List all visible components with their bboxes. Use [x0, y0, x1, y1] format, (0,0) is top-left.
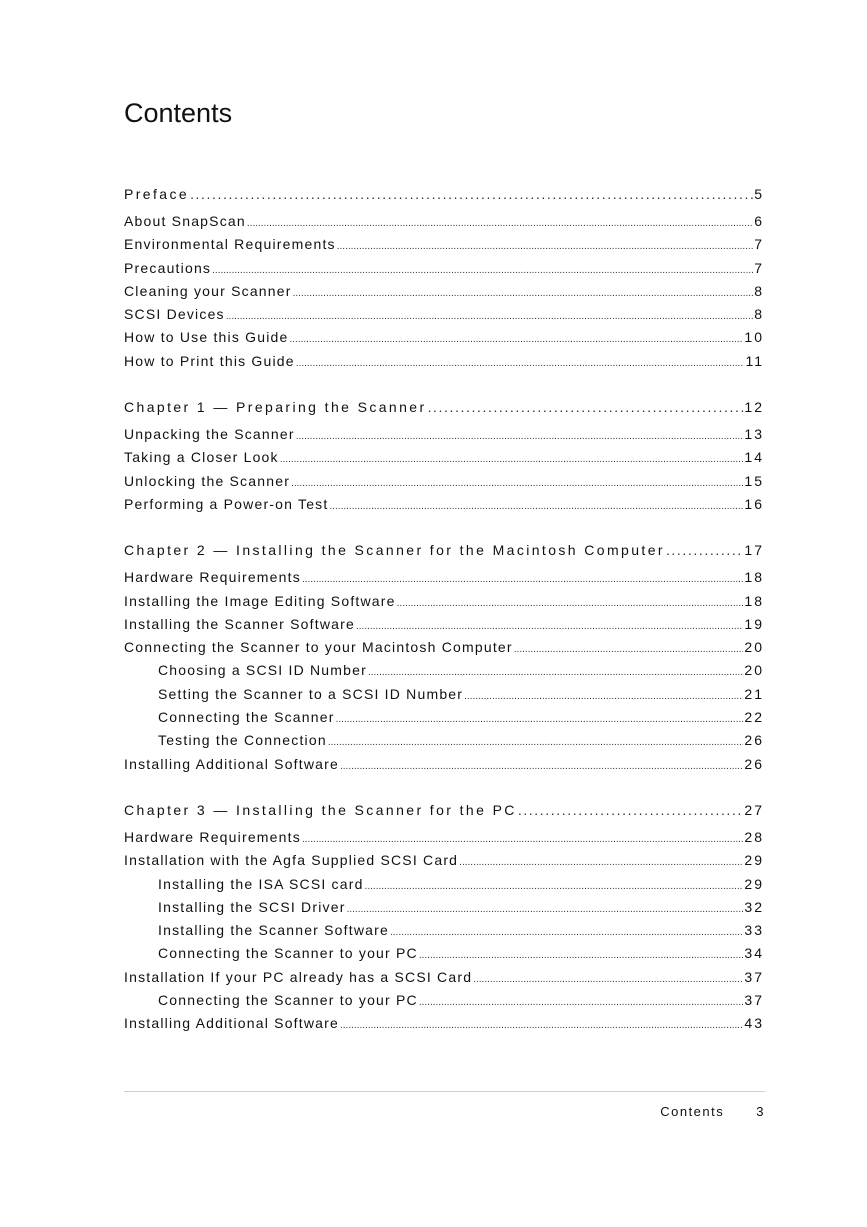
- toc-entry-label: Hardware Requirements: [124, 569, 301, 586]
- toc-entry-label: Unlocking the Scanner: [124, 472, 291, 489]
- toc-page-number: 14: [744, 449, 764, 466]
- toc-entry[interactable]: [124, 306, 764, 329]
- toc-section-chapter-3: [124, 802, 764, 1039]
- dot-leader: [289, 334, 743, 345]
- footer-section-label: Contents: [660, 1104, 725, 1119]
- toc-subentry[interactable]: [124, 899, 764, 922]
- toc-entry[interactable]: [124, 639, 764, 662]
- toc-entry-label: Installation If your PC already has a SCSI Card: [124, 968, 473, 985]
- toc-entry-label: Cleaning your Scanner: [124, 282, 292, 299]
- toc-page-number: 20: [744, 662, 764, 679]
- toc-entry-label: SCSI Devices: [124, 306, 225, 323]
- dot-leader: [336, 714, 744, 725]
- toc-page-number: 32: [744, 898, 764, 915]
- toc-entry-label: Connecting the Scanner to your Macintosh Computer: [124, 639, 513, 656]
- dot-leader: [296, 358, 745, 369]
- toc-page-number: 43: [744, 1015, 764, 1032]
- toc-subentry[interactable]: [124, 709, 764, 732]
- dot-leader: [347, 904, 744, 915]
- toc-page-number: 26: [744, 755, 764, 772]
- dot-leader: [428, 399, 744, 415]
- toc-entry-label: How to Print this Guide: [124, 352, 295, 369]
- toc-entry[interactable]: [124, 852, 764, 875]
- toc-entry[interactable]: [124, 213, 764, 236]
- toc-entry[interactable]: [124, 496, 764, 519]
- toc-page-number: 28: [744, 828, 764, 845]
- toc-subentry[interactable]: [124, 686, 764, 709]
- toc-page-number: 18: [744, 592, 764, 609]
- toc-entry-label: Installing the Image Editing Software: [124, 592, 396, 609]
- toc-entry-label: Installing Additional Software: [124, 1015, 339, 1032]
- toc-entry[interactable]: [124, 283, 764, 306]
- toc-heading-label: Chapter 1 — Preparing the Scanner: [124, 399, 427, 416]
- toc-heading-chapter-2[interactable]: [124, 542, 764, 566]
- dot-leader: [459, 857, 743, 868]
- toc-entry[interactable]: [124, 829, 764, 852]
- toc-entry-label: Taking a Closer Look: [124, 449, 279, 466]
- toc-subentry[interactable]: [124, 945, 764, 968]
- toc-entry-label: Unpacking the Scanner: [124, 426, 295, 443]
- toc-subentry[interactable]: [124, 922, 764, 945]
- toc-heading-label: Chapter 2 — Installing the Scanner for the Macintosh Computer: [124, 542, 665, 559]
- dot-leader: [419, 997, 744, 1008]
- toc-heading-chapter-1[interactable]: [124, 399, 764, 423]
- toc-page-number: 33: [744, 922, 764, 939]
- dot-leader: [340, 761, 743, 772]
- toc-entry-label: Performing a Power-on Test: [124, 495, 329, 512]
- dot-leader: [337, 241, 753, 252]
- toc-page-number: 6: [754, 213, 764, 229]
- toc-entry[interactable]: [124, 969, 764, 992]
- page-footer: [660, 1104, 765, 1119]
- dot-leader: [397, 598, 744, 609]
- toc-entry-label: Installing the SCSI Driver: [158, 898, 346, 915]
- table-of-contents: [124, 186, 764, 1039]
- toc-page-number: 11: [745, 352, 764, 369]
- toc-entry-label: Connecting the Scanner to your PC: [158, 992, 418, 1009]
- toc-page-number: 34: [744, 945, 764, 962]
- toc-subentry[interactable]: [124, 992, 764, 1015]
- footer-divider: [124, 1091, 765, 1092]
- toc-page-number: 22: [744, 709, 764, 726]
- toc-entry-label: Setting the Scanner to a SCSI ID Number: [158, 685, 464, 702]
- dot-leader: [365, 881, 744, 892]
- dot-leader: [473, 974, 743, 985]
- toc-page-number: 20: [744, 639, 764, 656]
- toc-entry[interactable]: [124, 260, 764, 283]
- toc-page-number: 21: [744, 685, 764, 702]
- toc-entry[interactable]: [124, 353, 764, 376]
- toc-page-number: 29: [744, 852, 764, 869]
- toc-entry-label: How to Use this Guide: [124, 329, 289, 346]
- dot-leader: [356, 621, 743, 632]
- toc-entry[interactable]: [124, 1015, 764, 1038]
- toc-entry-label: Precautions: [124, 259, 212, 276]
- toc-entry[interactable]: [124, 569, 764, 592]
- toc-page-number: 16: [744, 495, 764, 512]
- toc-page-number: 29: [744, 875, 764, 892]
- toc-entry-label: Choosing a SCSI ID Number: [158, 662, 367, 679]
- toc-entry-label: Environmental Requirements: [124, 236, 336, 253]
- toc-page-number: 26: [744, 732, 764, 749]
- toc-heading-preface[interactable]: [124, 186, 764, 210]
- dot-leader: [302, 834, 743, 845]
- toc-subentry[interactable]: [124, 732, 764, 755]
- toc-heading-chapter-3[interactable]: [124, 802, 764, 826]
- dot-leader: [212, 265, 753, 276]
- toc-entry[interactable]: [124, 426, 764, 449]
- dot-leader: [464, 691, 743, 702]
- toc-page-number: 5: [754, 186, 764, 202]
- dot-leader: [518, 802, 744, 818]
- toc-page-number: 10: [744, 329, 764, 346]
- dot-leader: [302, 574, 743, 585]
- dot-leader: [226, 311, 753, 322]
- toc-entry[interactable]: [124, 329, 764, 352]
- toc-entry-label: Installing Additional Software: [124, 755, 339, 772]
- toc-entry-label: Installing the Scanner Software: [124, 615, 355, 632]
- toc-entry[interactable]: [124, 236, 764, 259]
- dot-leader: [514, 644, 744, 655]
- footer-page-number: 3: [756, 1104, 765, 1119]
- toc-entry-label: Installing the Scanner Software: [158, 922, 389, 939]
- toc-page-number: 37: [744, 992, 764, 1009]
- dot-leader: [328, 737, 744, 748]
- toc-entry-label: Connecting the Scanner to your PC: [158, 945, 418, 962]
- toc-heading-label: Preface: [124, 186, 190, 202]
- toc-page-number: 12: [744, 399, 764, 416]
- toc-page-number: 27: [744, 801, 764, 818]
- toc-page-number: 15: [744, 472, 764, 489]
- toc-entry[interactable]: [124, 449, 764, 472]
- toc-page-number: 37: [744, 968, 764, 985]
- toc-page-number: 17: [744, 542, 764, 559]
- dot-leader: [280, 454, 744, 465]
- toc-entry-label: Installing the ISA SCSI card: [158, 875, 364, 892]
- toc-page-number: 19: [744, 615, 764, 632]
- toc-subentry[interactable]: [124, 876, 764, 899]
- toc-page-number: 18: [744, 569, 764, 586]
- toc-heading-label: Chapter 3 — Installing the Scanner for the PC: [124, 801, 517, 818]
- dot-leader: [293, 288, 754, 299]
- toc-entry[interactable]: [124, 756, 764, 779]
- dot-leader: [247, 218, 753, 229]
- toc-entry[interactable]: [124, 593, 764, 616]
- dot-leader: [190, 186, 753, 202]
- page-title: Contents: [124, 98, 233, 128]
- toc-entry-label: Connecting the Scanner: [158, 709, 335, 726]
- dot-leader: [291, 478, 743, 489]
- toc-page-number: 8: [754, 306, 764, 323]
- toc-entry[interactable]: [124, 473, 764, 496]
- toc-entry-label: Testing the Connection: [158, 732, 327, 749]
- toc-page-number: 13: [744, 426, 764, 443]
- toc-page-number: 7: [754, 259, 764, 276]
- dot-leader: [340, 1020, 743, 1031]
- toc-page-number: 7: [754, 236, 764, 253]
- toc-entry-label: About SnapScan: [124, 213, 246, 229]
- dot-leader: [296, 431, 744, 442]
- toc-section-chapter-1: [124, 399, 764, 519]
- toc-page-number: 8: [754, 282, 764, 299]
- dot-leader: [390, 927, 743, 938]
- dot-leader: [368, 667, 743, 678]
- dot-leader: [666, 542, 743, 558]
- toc-subentry[interactable]: [124, 662, 764, 685]
- toc-entry-label: Installation with the Agfa Supplied SCSI Card: [124, 852, 459, 869]
- dot-leader: [329, 501, 743, 512]
- toc-section-preface: [124, 186, 764, 376]
- toc-entry[interactable]: [124, 616, 764, 639]
- toc-entry-label: Hardware Requirements: [124, 828, 301, 845]
- dot-leader: [419, 950, 744, 961]
- toc-section-chapter-2: [124, 542, 764, 779]
